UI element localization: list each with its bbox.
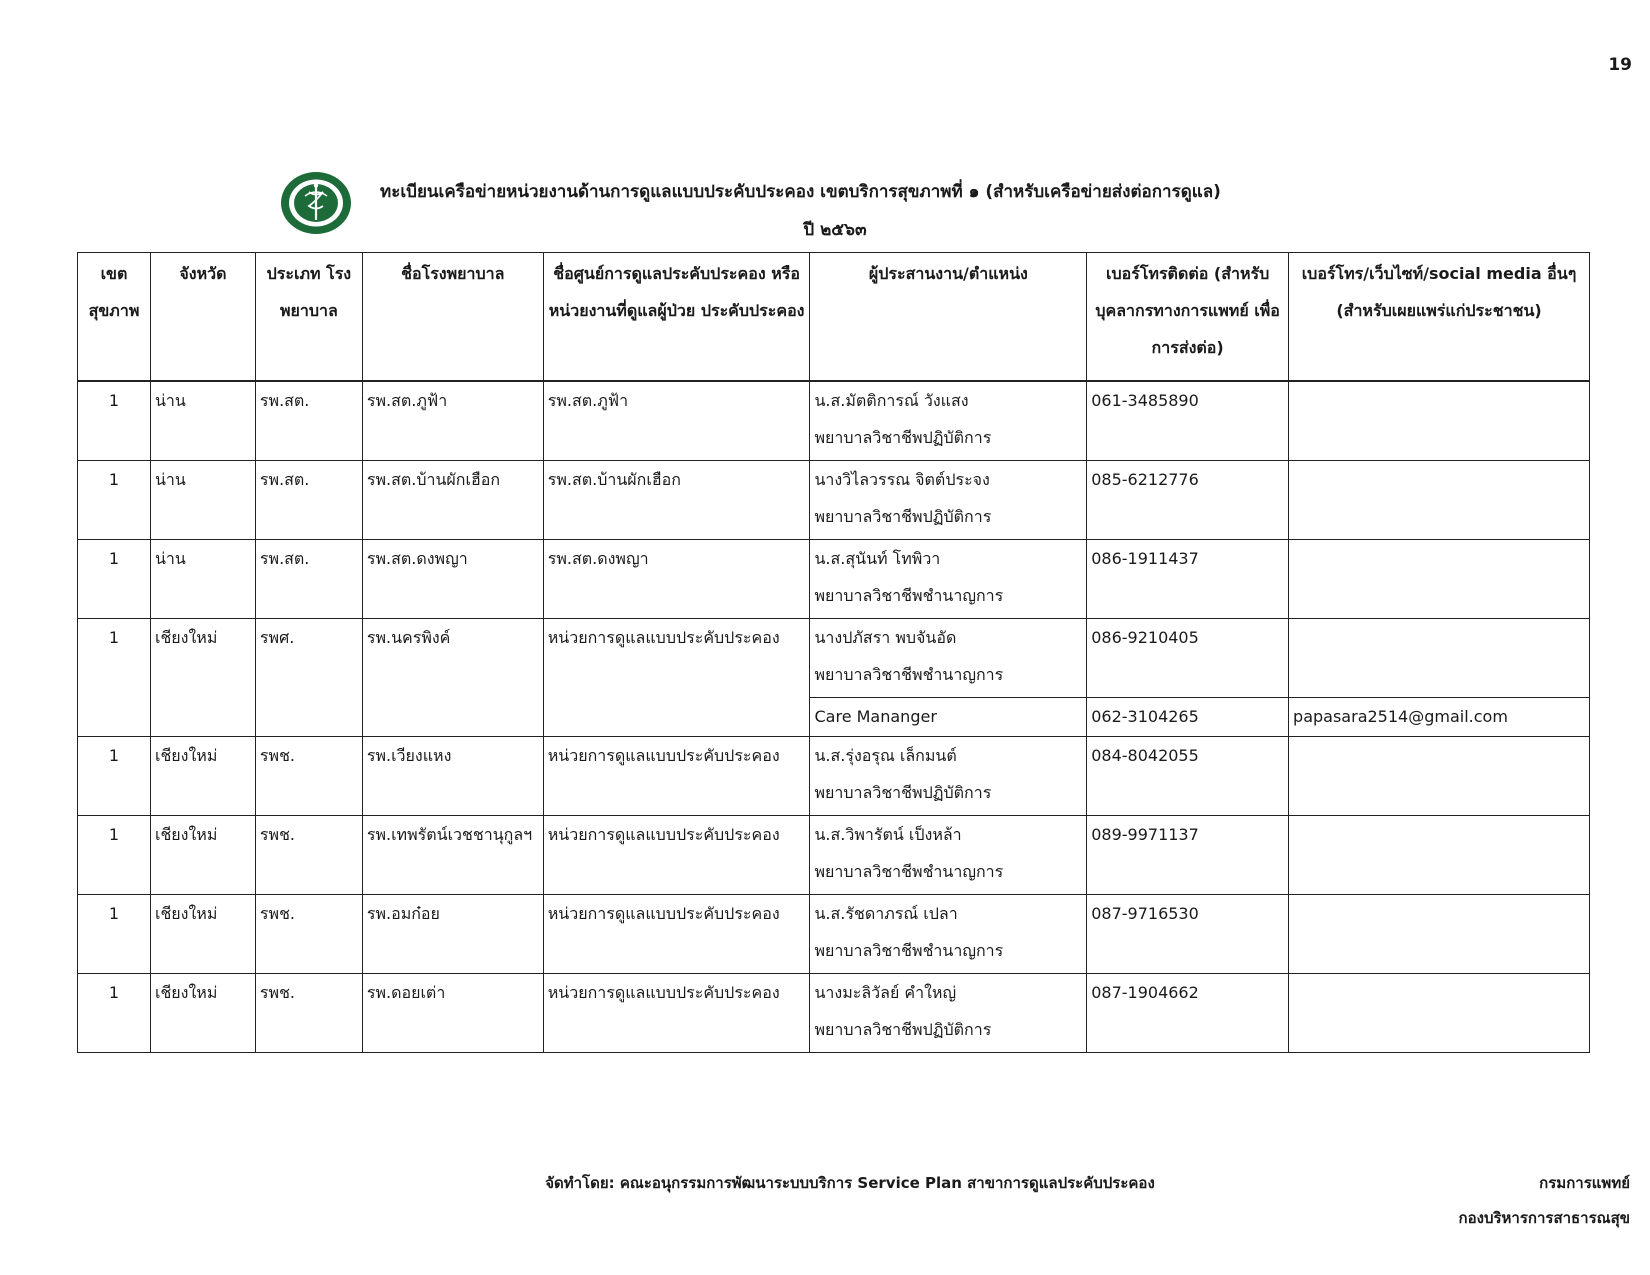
- table-row: [78, 816, 1590, 895]
- cell-zone: 1: [78, 540, 151, 619]
- cell-care-center: รพ.สต.ดงพญา: [543, 540, 810, 619]
- cell-public-contact: [1289, 619, 1590, 698]
- cell-hospital-type: รพช.: [255, 895, 362, 974]
- cell-zone: 1: [78, 816, 151, 895]
- table-row: [78, 461, 1590, 540]
- cell-province: เชียงใหม่: [150, 619, 255, 737]
- header-public-contact: เบอร์โทร/เว็บไซท์/social media อื่นๆ (สำหรับเผยแพร่แก่ประชาชน): [1289, 253, 1590, 382]
- cell-hospital-type: รพช.: [255, 816, 362, 895]
- header-hospital-name: ชื่อโรงพยาบาล: [362, 253, 543, 382]
- footer-org-line-1: กรมการแพทย์: [1539, 1174, 1630, 1192]
- coordinator-position: พยาบาลวิชาชีพชำนาญการ: [814, 586, 1004, 605]
- cell-hospital-type: รพช.: [255, 737, 362, 816]
- cell-coordinator: [810, 895, 1087, 974]
- table-row: [78, 540, 1590, 619]
- header-zone: เขต สุขภาพ: [78, 253, 151, 382]
- header-hospital-type: ประเภท โรงพยาบาล: [255, 253, 362, 382]
- cell-province: น่าน: [150, 381, 255, 461]
- cell-province: น่าน: [150, 461, 255, 540]
- cell-hospital-name: รพ.สต.ดงพญา: [362, 540, 543, 619]
- cell-care-center: หน่วยการดูแลแบบประคับประคอง: [543, 974, 810, 1053]
- page-number: 19: [1608, 55, 1632, 75]
- table-row: [78, 381, 1590, 461]
- cell-coordinator: [810, 974, 1087, 1053]
- cell-hospital-name: รพ.นครพิงค์: [362, 619, 543, 737]
- cell-public-contact-email[interactable]: papasara2514@gmail.com: [1289, 698, 1590, 737]
- cell-care-center: รพ.สต.บ้านผักเฮือก: [543, 461, 810, 540]
- cell-zone: 1: [78, 974, 151, 1053]
- cell-province: น่าน: [150, 540, 255, 619]
- cell-referral-phone: 086-9210405: [1087, 619, 1289, 698]
- coordinator-name: น.ส.สุนันท์ โทพิวา: [814, 549, 941, 568]
- coordinator-position: พยาบาลวิชาชีพปฏิบัติการ: [814, 507, 992, 526]
- cell-care-center: หน่วยการดูแลแบบประคับประคอง: [543, 619, 810, 737]
- cell-referral-phone: 061-3485890: [1087, 381, 1289, 461]
- table-header-row: [78, 253, 1590, 382]
- cell-referral-phone: 087-9716530: [1087, 895, 1289, 974]
- cell-referral-phone: 087-1904662: [1087, 974, 1289, 1053]
- document-title: ทะเบียนเครือข่ายหน่วยงานด้านการดูแลแบบประคับประคอง เขตบริการสุขภาพที่ ๑ (สำหรับเครือข่ายส่งต่อการดูแล): [380, 182, 1221, 202]
- cell-care-center: รพ.สต.ภูฟ้า: [543, 381, 810, 461]
- cell-hospital-type: รพ.สต.: [255, 461, 362, 540]
- cell-hospital-name: รพ.สต.ภูฟ้า: [362, 381, 543, 461]
- cell-referral-phone-extra: 062-3104265: [1087, 698, 1289, 737]
- table-row: [78, 974, 1590, 1053]
- cell-public-contact: [1289, 381, 1590, 461]
- cell-public-contact: [1289, 737, 1590, 816]
- cell-hospital-name: รพ.เทพรัตน์เวชชานุกูลฯ: [362, 816, 543, 895]
- cell-hospital-type: รพ.สต.: [255, 381, 362, 461]
- cell-hospital-name: รพ.ดอยเต่า: [362, 974, 543, 1053]
- cell-province: เชียงใหม่: [150, 816, 255, 895]
- cell-province: เชียงใหม่: [150, 895, 255, 974]
- coordinator-name: นางวิไลวรรณ จิตต์ประจง: [814, 470, 990, 489]
- coordinator-position: พยาบาลวิชาชีพชำนาญการ: [814, 941, 1004, 960]
- cell-referral-phone: 086-1911437: [1087, 540, 1289, 619]
- cell-public-contact: [1289, 974, 1590, 1053]
- document-year: ปี ๒๕๖๓: [803, 220, 867, 240]
- coordinator-name: น.ส.รัชดาภรณ์ เปลา: [814, 904, 958, 923]
- header-coordinator: ผู้ประสานงาน/ตำแหน่ง: [810, 253, 1087, 382]
- coordinator-name: นางมะลิวัลย์ คำใหญ่: [814, 983, 957, 1002]
- cell-hospital-name: รพ.สต.บ้านผักเฮือก: [362, 461, 543, 540]
- cell-coordinator: [810, 619, 1087, 698]
- cell-coordinator: [810, 461, 1087, 540]
- cell-hospital-name: รพ.เวียงแหง: [362, 737, 543, 816]
- coordinator-name: น.ส.วิพารัตน์ เป็งหล้า: [814, 825, 962, 844]
- cell-hospital-type: รพศ.: [255, 619, 362, 737]
- coordinator-name: น.ส.มัตติการณ์ วังแสง: [814, 391, 969, 410]
- footer-prepared-by: จัดทำโดย: คณะอนุกรรมการพัฒนาระบบบริการ Service Plan สาขาการดูแลประคับประคอง: [545, 1174, 1155, 1192]
- header-province: จังหวัด: [150, 253, 255, 382]
- cell-coordinator-extra: Care Mananger: [810, 698, 1087, 737]
- cell-zone: 1: [78, 895, 151, 974]
- cell-zone: 1: [78, 737, 151, 816]
- cell-hospital-name: รพ.อมก๋อย: [362, 895, 543, 974]
- coordinator-position: พยาบาลวิชาชีพปฏิบัติการ: [814, 1020, 992, 1039]
- header-care-center: ชื่อศูนย์การดูแลประคับประคอง หรือ หน่วยงานที่ดูแลผู้ป่วย ประคับประคอง: [543, 253, 810, 382]
- cell-hospital-type: รพช.: [255, 974, 362, 1053]
- table-row: [78, 619, 1590, 698]
- cell-referral-phone: 089-9971137: [1087, 816, 1289, 895]
- cell-zone: 1: [78, 381, 151, 461]
- cell-care-center: หน่วยการดูแลแบบประคับประคอง: [543, 816, 810, 895]
- cell-province: เชียงใหม่: [150, 737, 255, 816]
- cell-care-center: หน่วยการดูแลแบบประคับประคอง: [543, 737, 810, 816]
- cell-public-contact: [1289, 816, 1590, 895]
- coordinator-position: พยาบาลวิชาชีพชำนาญการ: [814, 862, 1004, 881]
- coordinator-name: น.ส.รุ่งอรุณ เล็กมนต์: [814, 746, 957, 765]
- network-register-table: [77, 252, 1590, 1053]
- footer-org-line-2: กองบริหารการสาธารณสุข: [1458, 1209, 1630, 1227]
- coordinator-position: พยาบาลวิชาชีพปฏิบัติการ: [814, 783, 992, 802]
- cell-coordinator: [810, 737, 1087, 816]
- table-row: [78, 737, 1590, 816]
- cell-care-center: หน่วยการดูแลแบบประคับประคอง: [543, 895, 810, 974]
- cell-referral-phone: 084-8042055: [1087, 737, 1289, 816]
- cell-zone: 1: [78, 461, 151, 540]
- cell-public-contact: [1289, 895, 1590, 974]
- cell-coordinator: [810, 381, 1087, 461]
- coordinator-position: พยาบาลวิชาชีพปฏิบัติการ: [814, 428, 992, 447]
- cell-referral-phone: 085-6212776: [1087, 461, 1289, 540]
- cell-zone: 1: [78, 619, 151, 737]
- cell-public-contact: [1289, 540, 1590, 619]
- cell-public-contact: [1289, 461, 1590, 540]
- coordinator-position: พยาบาลวิชาชีพชำนาญการ: [814, 665, 1004, 684]
- cell-coordinator: [810, 540, 1087, 619]
- cell-coordinator: [810, 816, 1087, 895]
- coordinator-name: นางปภัสรา พบจันอัด: [814, 628, 957, 647]
- cell-province: เชียงใหม่: [150, 974, 255, 1053]
- header-referral-phone: เบอร์โทรติดต่อ (สำหรับ บุคลากรทางการแพทย์ เพื่อการส่งต่อ): [1087, 253, 1289, 382]
- cell-hospital-type: รพ.สต.: [255, 540, 362, 619]
- table-row: [78, 895, 1590, 974]
